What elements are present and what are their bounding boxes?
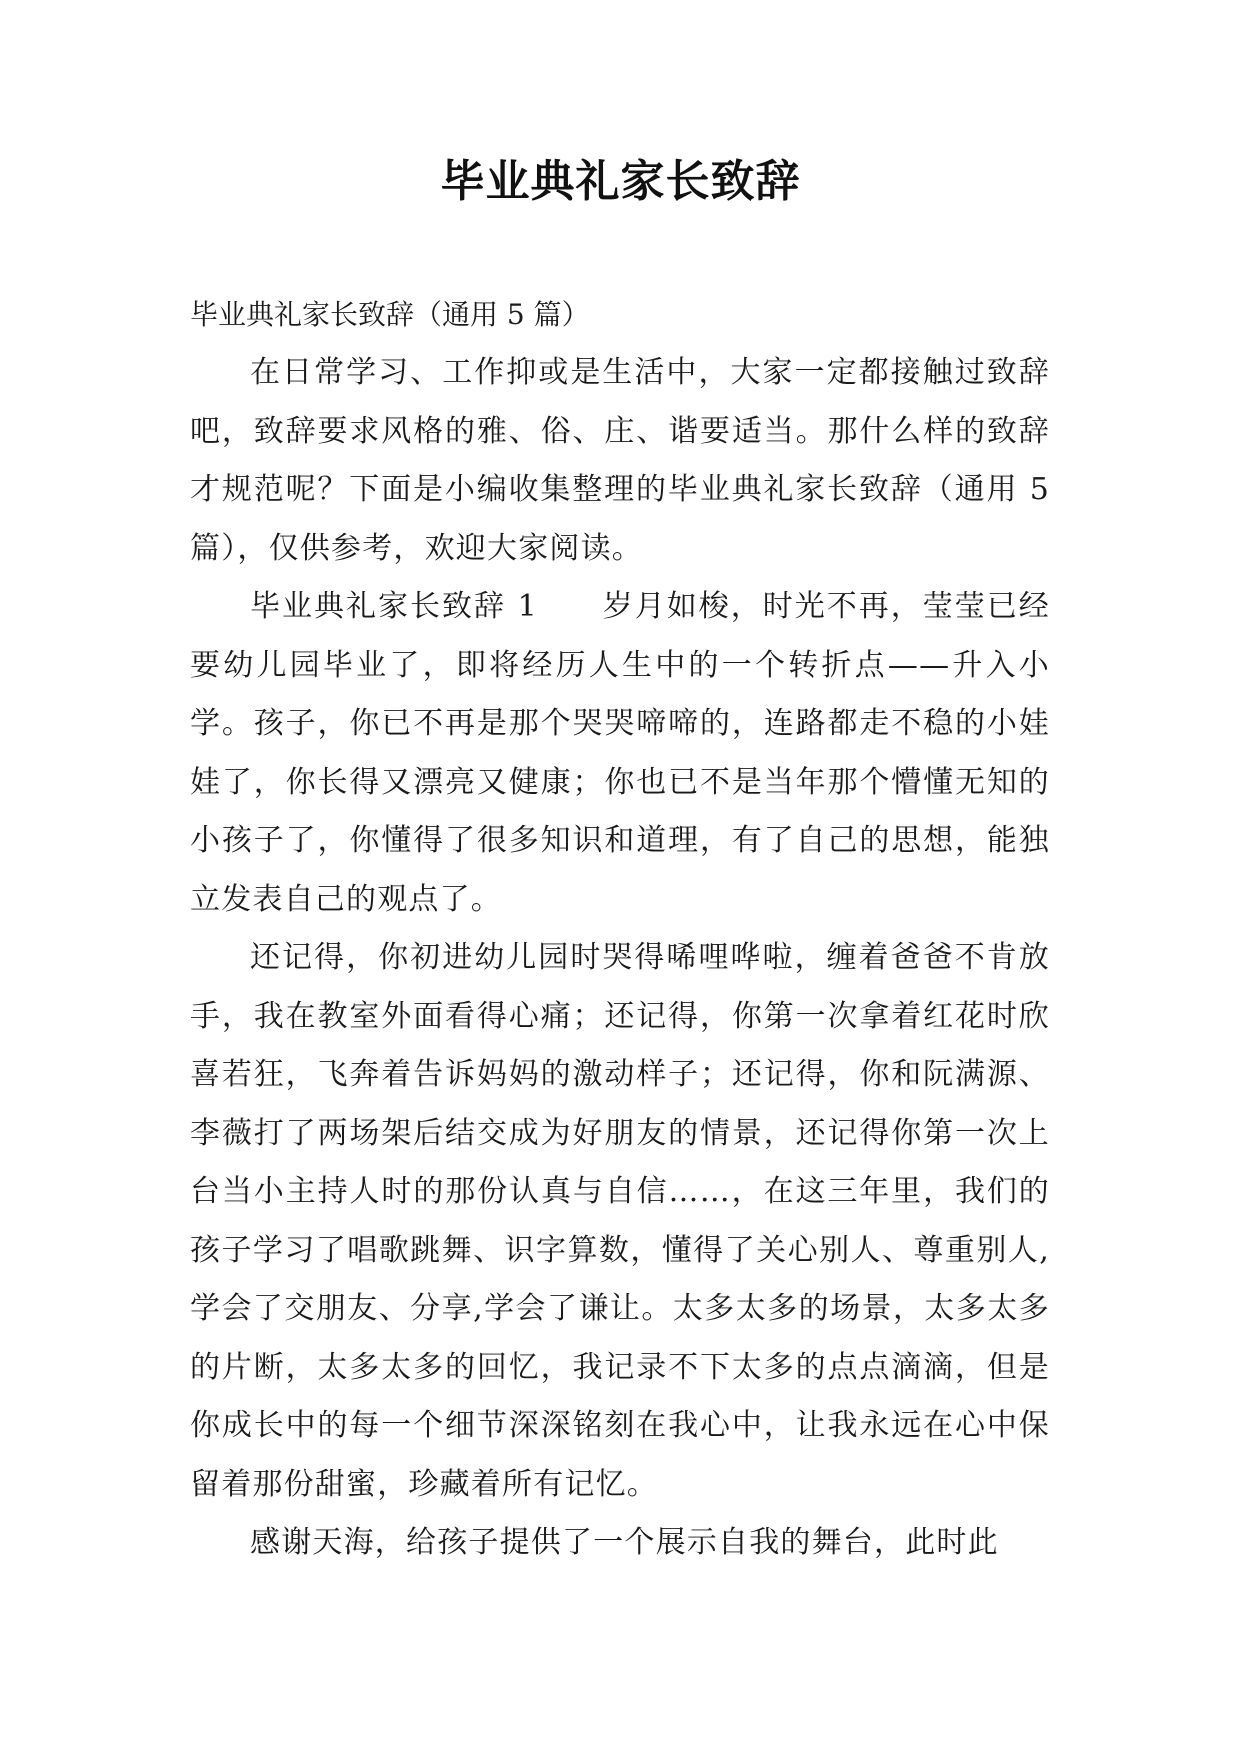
- paragraph-memories: 还记得，你初进幼儿园时哭得唏哩哗啦，缠着爸爸不肯放手，我在教室外面看得心痛；还记得，你第一次拿着红花时欣喜若狂，飞奔着告诉妈妈的激动样子；还记得，你和阮满源、李薇打了两场架后结交成为好朋友的情景，还记得你第一次上台当小主持人时的那份认真与自信……，在这三年里，我们的孩子学习了唱歌跳舞、识字算数，懂得了关心别人、尊重别人,学会了交朋友、分享,学会了谦让。太多太多的场景，太多太多的片断，太多太多的回忆，我记录不下太多的点点滴滴，但是你成长中的每一个细节深深铭刻在我心中，让我永远在心中保留着那份甜蜜，珍藏着所有记忆。: [190, 940, 1050, 1502]
- document-subtitle: 毕业典礼家长致辞（通用 5 篇）: [190, 298, 590, 331]
- paragraph-thanks: 感谢天海，给孩子提供了一个展示自我的舞台，此时此: [250, 1525, 999, 1560]
- document-title: 毕业典礼家长致辞: [440, 156, 801, 207]
- paragraph-speech-1: 毕业典礼家长致辞 1 岁月如梭，时光不再，莹莹已经要幼儿园毕业了，即将经历人生中的一个转折点——升入小学。孩子，你已不再是那个哭哭啼啼的，连路都走不稳的小娃娃了，你长得又漂亮又健康；你也已不是当年那个懵懂无知的小孩子了，你懂得了很多知识和道理，有了自己的思想，能独立发表自己的观点了。: [190, 589, 1050, 917]
- paragraph-intro: 在日常学习、工作抑或是生活中，大家一定都接触过致辞吧，致辞要求风格的雅、俗、庄、谐要适当。那什么样的致辞才规范呢？下面是小编收集整理的毕业典礼家长致辞（通用 5 篇），仅供参考，欢迎大家阅读。: [190, 355, 1050, 566]
- document-body: [190, 286, 1050, 1573]
